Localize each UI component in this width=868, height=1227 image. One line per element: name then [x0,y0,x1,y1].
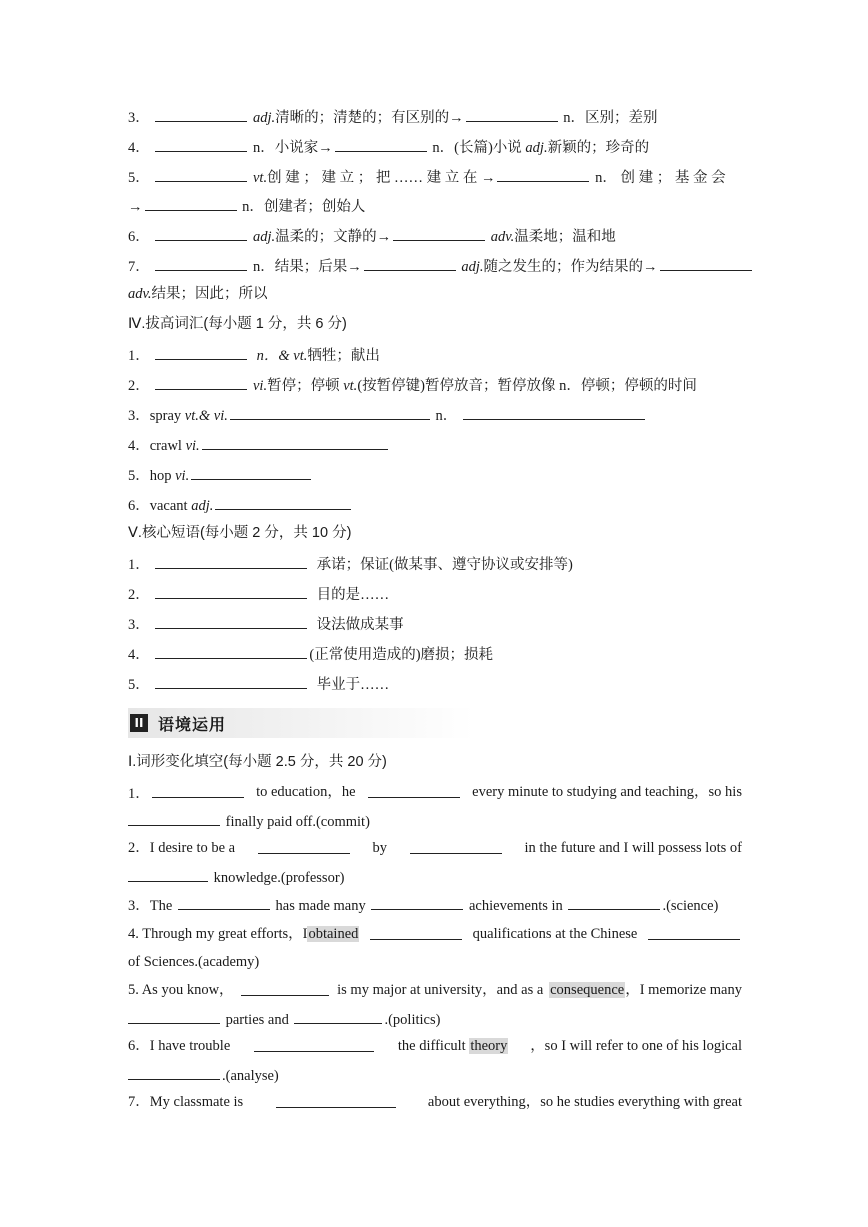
sentence-text: in the future and I will possess lots of [524,840,742,856]
vocab-line-7 [128,255,742,275]
exercise-6-line-2 [128,1064,742,1084]
sentence-text: 6．I have trouble [128,1038,231,1054]
exercise-1-line-1 [128,782,742,802]
advanced-item-1 [128,344,742,364]
answer-blank[interactable] [660,255,752,271]
answer-blank[interactable] [254,1036,374,1052]
advanced-item-3 [128,404,742,424]
exercise-2-line-1 [128,838,742,858]
exercise-1-line-2 [128,810,742,830]
answer-blank[interactable] [155,166,247,182]
advanced-item-5 [128,464,742,484]
definition-text: n．区别；差别 [563,110,658,126]
answer-blank[interactable] [202,434,388,450]
pos-label: vt. [343,378,358,394]
advanced-item-2 [128,374,742,394]
exercise-2-line-2 [128,866,742,886]
sentence-text: knowledge.(professor) [213,870,345,886]
sentence-text: parties and [225,1012,289,1028]
item-word: 3．spray [128,408,185,424]
vocab-line-6 [128,225,742,245]
definition-text: n．停顿；停顿的时间 [559,378,697,394]
answer-blank[interactable] [155,255,247,271]
sentence-text: the difficult [397,1038,466,1054]
definition-text: n．创建者；创始人 [242,199,366,215]
definition-text: (按暂停键)暂停放音；暂停放像 [357,378,560,394]
answer-blank[interactable] [155,613,307,629]
sentence-text: ，so I will refer to one of his logical [530,1038,742,1054]
answer-blank[interactable] [128,866,208,882]
highlighted-word: theory [470,1038,508,1054]
phrase-item-5 [128,673,742,693]
answer-blank[interactable] [568,894,660,910]
pos-label: vi. [175,468,190,484]
definition-text: 清晰的；清楚的；有区别的→ [275,110,464,126]
exercise-4-line-1 [128,924,742,944]
pos-label: vi. [253,378,268,394]
definition-text: n．结果；后果→ [253,259,362,275]
banner-title: 语境运用 [158,715,227,734]
definition-text: 暂停；停顿 [267,378,344,394]
sentence-text: about everything，so he studies everything with great [427,1094,742,1110]
answer-blank[interactable] [410,838,502,854]
sentence-text: .(politics) [384,1012,441,1028]
definition-text: (正常使用造成的)磨损；损耗 [309,647,494,663]
section-icon: II [130,714,148,732]
definition-text: n．(长篇)小说 [432,140,522,156]
sentence-text: 2．I desire to be a [128,840,236,856]
vocab-line-7-cont [128,284,742,304]
definition-text: 创 建 ； 建 立 ； 把 …… 建 立 在 → [267,170,496,186]
pos-label: vt.& vi. [184,408,228,424]
section-heading-core-phrases: Ⅴ.核心短语(每小题 2 分，共 10 分) [128,525,352,541]
definition-text: 毕业于…… [316,677,390,693]
answer-blank[interactable] [230,404,430,420]
answer-blank[interactable] [364,255,456,271]
answer-blank[interactable] [155,106,247,122]
pos-label: adj. [253,110,276,126]
section-heading-advanced-vocab: Ⅳ.拔高词汇(每小题 1 分，共 6 分) [128,316,347,332]
pos-label: adj. [253,229,276,245]
item-number: 1． [128,348,150,364]
answer-blank[interactable] [128,810,220,826]
item-number: 3． [128,617,150,633]
sentence-text: ，I memorize many [625,982,742,998]
pos-label: n．& vt. [256,348,308,364]
item-number: 4． [128,140,150,156]
exercise-5-line-1 [128,980,742,1000]
answer-blank[interactable] [371,894,463,910]
highlighted-word: consequence [550,982,625,998]
answer-blank[interactable] [155,344,247,360]
definition-text: 温柔地；温和地 [514,229,616,245]
answer-blank[interactable] [648,924,740,940]
phrase-item-1 [128,553,742,573]
answer-blank[interactable] [155,583,307,599]
answer-blank[interactable] [155,643,307,659]
sentence-text: by [372,840,388,856]
definition-text: n． 创 建 ； 基 金 会 [595,170,726,186]
phrase-item-2 [128,583,742,603]
answer-blank[interactable] [191,464,311,480]
item-word: 6．vacant [128,498,192,514]
vocab-line-5-cont [128,195,742,215]
sentence-text: achievements in [469,898,563,914]
answer-blank[interactable] [128,1008,220,1024]
answer-blank[interactable] [155,225,247,241]
answer-blank[interactable] [463,404,645,420]
pos-label: vt. [253,170,268,186]
definition-text: n．小说家→ [253,140,333,156]
sentence-text: .(science) [662,898,719,914]
vocab-line-3 [128,106,742,126]
section-heading-word-forms: Ⅰ.词形变化填空(每小题 2.5 分，共 20 分) [128,754,387,770]
sentence-text: 3．The [128,898,173,914]
answer-blank[interactable] [466,106,558,122]
answer-blank[interactable] [368,782,460,798]
answer-blank[interactable] [155,136,247,152]
item-number: 5． [128,170,150,186]
item-number: 3． [128,110,150,126]
item-word: 5．hop [128,468,176,484]
item-number: 1． [128,786,150,802]
vocab-line-5 [128,166,742,186]
item-number: 1． [128,557,150,573]
sentence-text: 4. Through my great efforts，I [128,926,308,942]
definition-text: 新颖的；珍奇的 [547,140,650,156]
item-number: 6． [128,229,150,245]
exercise-3 [128,894,742,914]
item-number: 2． [128,587,150,603]
answer-blank[interactable] [152,782,244,798]
exercise-6-line-1 [128,1036,742,1056]
sentence-text: to education，he [256,784,356,800]
pos-label: adj. [461,259,484,275]
definition-text: 牺牲；献出 [307,348,380,364]
answer-blank[interactable] [370,924,462,940]
definition-text: 温柔的；文静的→ [275,229,392,245]
pos-label: adj. [191,498,214,514]
sentence-text: has made many [275,898,366,914]
pos-label: adv. [128,286,152,302]
answer-blank[interactable] [145,195,237,211]
answer-blank[interactable] [178,894,270,910]
answer-blank[interactable] [241,980,329,996]
answer-blank[interactable] [497,166,589,182]
highlighted-word: obtained [308,926,359,942]
item-number: 2． [128,378,150,394]
answer-blank[interactable] [215,494,351,510]
advanced-item-4 [128,434,742,454]
pos-label: n． [435,408,458,424]
vocab-line-4 [128,136,742,156]
definition-text: 目的是…… [316,587,390,603]
item-word: 4．crawl [128,438,186,454]
item-number: 7． [128,259,150,275]
sentence-text: finally paid off.(commit) [225,814,370,830]
definition-text: 承诺；保证(做某事、遵守协议或安排等) [316,557,573,573]
answer-blank[interactable] [128,1064,220,1080]
sentence-text: .(analyse) [222,1068,279,1084]
phrase-item-3 [128,613,742,633]
definition-text: 设法做成某事 [316,617,404,633]
pos-label: adv. [490,229,515,245]
answer-blank[interactable] [258,838,350,854]
section-banner-context-use [128,708,474,738]
sentence-text: 5. As you know， [128,982,234,998]
sentence-text: of Sciences.(academy) [128,954,260,970]
sentence-text: qualifications at the Chinese [472,926,638,942]
answer-blank[interactable] [335,136,427,152]
exercise-4-line-2 [128,952,742,972]
sentence-text: is my major at university，and as a [337,982,544,998]
advanced-item-6 [128,494,742,514]
answer-blank[interactable] [155,553,307,569]
item-number: 5． [128,677,150,693]
answer-blank[interactable] [294,1008,382,1024]
definition-text: 随之发生的；作为结果的→ [483,259,658,275]
arrow-text: → [128,199,143,215]
phrase-item-4 [128,643,742,663]
item-number: 4． [128,647,150,663]
exercise-7-line-1 [128,1092,742,1112]
pos-label: vi. [185,438,200,454]
answer-blank[interactable] [276,1092,396,1108]
pos-label: adj. [525,140,548,156]
sentence-text: every minute to studying and teaching，so his [472,784,742,800]
sentence-text: 7．My classmate is [128,1094,244,1110]
definition-text: 结果；因此；所以 [151,286,268,302]
answer-blank[interactable] [393,225,485,241]
exercise-5-line-2 [128,1008,742,1028]
answer-blank[interactable] [155,673,307,689]
answer-blank[interactable] [155,374,247,390]
